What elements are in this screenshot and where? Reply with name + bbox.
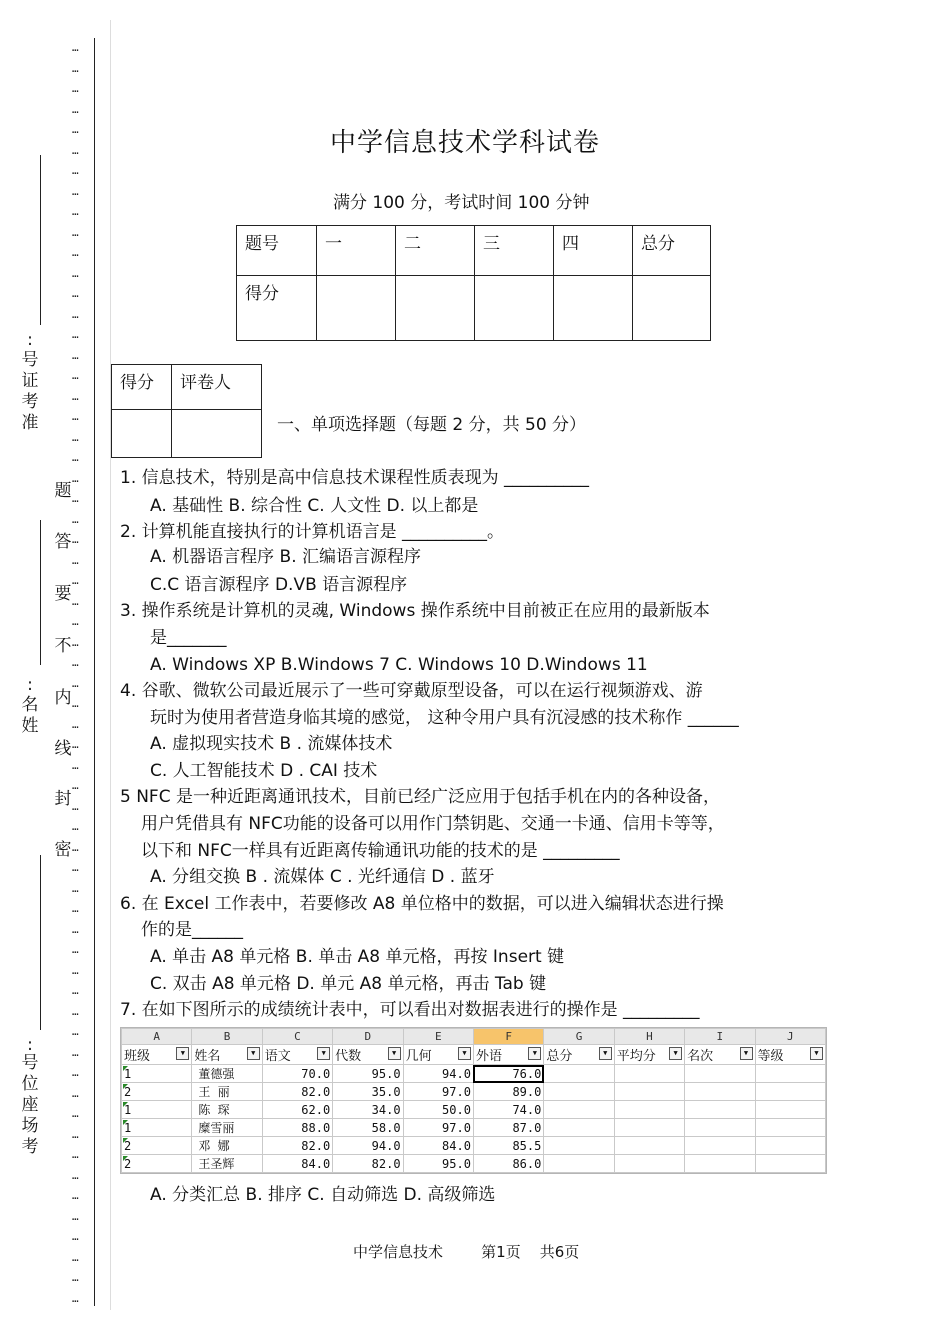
q6-stem-cont: 作的是______ bbox=[141, 920, 243, 940]
number-as-text-indicator-icon bbox=[123, 1066, 128, 1071]
excel-cell: 87.0 bbox=[473, 1119, 543, 1137]
excel-col-letter: J bbox=[755, 1029, 825, 1045]
seal-char-6: 封 bbox=[54, 789, 72, 809]
excel-cell bbox=[614, 1155, 684, 1173]
excel-cell: 王圣辉 bbox=[192, 1155, 262, 1173]
excel-field-label: 平均分 bbox=[616, 1049, 656, 1064]
excel-data-row bbox=[122, 1119, 826, 1137]
excel-field-header bbox=[122, 1045, 192, 1065]
score-cell-header-4: 四 bbox=[554, 226, 633, 276]
score-input-total bbox=[633, 276, 711, 341]
excel-cell: 95.0 bbox=[333, 1065, 403, 1083]
score-cell-header-1: 一 bbox=[317, 226, 396, 276]
excel-cell: 88.0 bbox=[262, 1119, 332, 1137]
q2-options-ab: A. 机器语言程序 B. 汇编语言源程序 bbox=[150, 547, 422, 567]
grader-name-cell bbox=[172, 410, 262, 458]
excel-cell bbox=[685, 1101, 755, 1119]
excel-cell: 62.0 bbox=[262, 1101, 332, 1119]
filter-dropdown-icon[interactable]: ▼ bbox=[810, 1047, 823, 1060]
margin-line-top bbox=[40, 155, 41, 325]
colon-name: : bbox=[27, 675, 33, 695]
excel-data-row bbox=[122, 1155, 826, 1173]
excel-cell bbox=[685, 1083, 755, 1101]
excel-cell: 50.0 bbox=[403, 1101, 473, 1119]
filter-dropdown-icon[interactable]: ▼ bbox=[176, 1047, 189, 1060]
excel-field-label: 等级 bbox=[757, 1049, 784, 1064]
q7-options: A. 分类汇总 B. 排序 C. 自动筛选 D. 高级筛选 bbox=[150, 1185, 496, 1205]
filter-dropdown-icon[interactable]: ▼ bbox=[740, 1047, 753, 1060]
excel-cell: 1 bbox=[122, 1065, 192, 1083]
page-title: 中学信息技术学科试卷 bbox=[329, 128, 600, 158]
excel-field-header bbox=[755, 1045, 825, 1065]
filter-dropdown-icon[interactable]: ▼ bbox=[599, 1047, 612, 1060]
seal-char-5: 线 bbox=[54, 739, 72, 759]
label-admission-0: 号 bbox=[21, 350, 39, 370]
q3-stem: 3. 操作系统是计算机的灵魂, Windows 操作系统中目前被正在应用的最新版本 bbox=[120, 601, 710, 621]
score-cell-header-2: 二 bbox=[396, 226, 475, 276]
excel-cell: 邓 娜 bbox=[192, 1137, 262, 1155]
excel-data-row bbox=[122, 1083, 826, 1101]
label-seat-2: 座 bbox=[21, 1095, 39, 1115]
excel-cell bbox=[755, 1065, 825, 1083]
q6-options-ab: A. 单击 A8 单元格 B. 单击 A8 单元格，再按 Insert 键 bbox=[150, 947, 565, 967]
score-input-2 bbox=[396, 276, 475, 341]
excel-col-letter: I bbox=[685, 1029, 755, 1045]
label-name-0: 名 bbox=[21, 695, 39, 715]
excel-col-letter: C bbox=[262, 1029, 332, 1045]
margin-dots-line bbox=[94, 38, 95, 1306]
q1-options: A. 基础性 B. 综合性 C. 人文性 D. 以上都是 bbox=[150, 496, 479, 516]
excel-data-row bbox=[122, 1101, 826, 1119]
grader-name-label: 评卷人 bbox=[172, 365, 262, 410]
excel-cell: 76.0 bbox=[473, 1065, 543, 1083]
excel-field-label: 名次 bbox=[687, 1049, 714, 1064]
excel-field-header bbox=[403, 1045, 473, 1065]
excel-cell: 86.0 bbox=[473, 1155, 543, 1173]
excel-field-header bbox=[614, 1045, 684, 1065]
excel-cell: 陈 琛 bbox=[192, 1101, 262, 1119]
excel-cell bbox=[614, 1137, 684, 1155]
q3-options: A. Windows XP B.Windows 7 C. Windows 10 D.Windows 11 bbox=[150, 655, 648, 675]
score-cell-header-5: 总分 bbox=[633, 226, 711, 276]
score-cell-header-0: 题号 bbox=[237, 226, 317, 276]
number-as-text-indicator-icon bbox=[123, 1156, 128, 1161]
number-as-text-indicator-icon bbox=[123, 1102, 128, 1107]
excel-cell: 1 bbox=[122, 1119, 192, 1137]
page-edge-line bbox=[110, 20, 111, 1310]
excel-cell bbox=[755, 1155, 825, 1173]
excel-cell bbox=[614, 1083, 684, 1101]
label-admission-1: 证 bbox=[21, 371, 39, 391]
excel-field-label: 代数 bbox=[335, 1049, 362, 1064]
excel-field-label: 姓名 bbox=[194, 1049, 221, 1064]
score-cell-header-3: 三 bbox=[475, 226, 554, 276]
q6-options-cd: C. 双击 A8 单元格 D. 单元 A8 单元格，再击 Tab 键 bbox=[150, 974, 547, 994]
q2-stem: 2. 计算机能直接执行的计算机语言是 __________。 bbox=[120, 522, 505, 542]
margin-line-bottom bbox=[40, 855, 41, 1030]
page-footer: 中学信息技术 第1页 共6页 bbox=[353, 1243, 580, 1261]
exam-info: 满分 100 分，考试时间 100 分钟 bbox=[333, 193, 590, 213]
score-input-4 bbox=[554, 276, 633, 341]
excel-cell bbox=[614, 1065, 684, 1083]
score-input-3 bbox=[475, 276, 554, 341]
q4-options-ab: A. 虚拟现实技术 B . 流媒体技术 bbox=[150, 734, 393, 754]
excel-cell: 94.0 bbox=[403, 1065, 473, 1083]
seal-char-7: 密 bbox=[54, 840, 72, 860]
score-input-1 bbox=[317, 276, 396, 341]
excel-cell bbox=[685, 1137, 755, 1155]
excel-cell: 2 bbox=[122, 1083, 192, 1101]
excel-col-letter: D bbox=[333, 1029, 403, 1045]
grader-table bbox=[111, 364, 262, 458]
margin-line-mid bbox=[40, 520, 41, 665]
excel-cell bbox=[544, 1155, 614, 1173]
excel-cell bbox=[755, 1083, 825, 1101]
excel-cell: 58.0 bbox=[333, 1119, 403, 1137]
colon-seat: : bbox=[27, 1035, 33, 1055]
excel-field-label: 几何 bbox=[405, 1049, 432, 1064]
filter-dropdown-icon[interactable]: ▼ bbox=[247, 1047, 260, 1060]
excel-cell bbox=[614, 1119, 684, 1137]
excel-col-letter: B bbox=[192, 1029, 262, 1045]
excel-grade-table bbox=[120, 1027, 827, 1174]
excel-cell: 74.0 bbox=[473, 1101, 543, 1119]
filter-dropdown-icon[interactable]: ▼ bbox=[388, 1047, 401, 1060]
filter-dropdown-icon[interactable]: ▼ bbox=[528, 1047, 541, 1060]
excel-field-label: 外语 bbox=[475, 1049, 502, 1064]
excel-cell: 82.0 bbox=[262, 1083, 332, 1101]
excel-cell bbox=[544, 1083, 614, 1101]
excel-cell: 2 bbox=[122, 1155, 192, 1173]
label-seat-3: 场 bbox=[21, 1116, 39, 1136]
q6-stem: 6. 在 Excel 工作表中，若要修改 A8 单位格中的数据，可以进入编辑状态进行操 bbox=[120, 894, 724, 914]
excel-cell: 89.0 bbox=[473, 1083, 543, 1101]
q2-options-cd: C.C 语言源程序 D.VB 语言源程序 bbox=[150, 575, 408, 595]
seal-char-4: 内 bbox=[54, 688, 72, 708]
excel-cell: 95.0 bbox=[403, 1155, 473, 1173]
seal-dotted-line: … … … … … … … … … … … … … … … … … … … … … … … … … … … … … … … … … … … … … … … … … … … … … … … … … … … … … … … … … … … … … … bbox=[72, 41, 80, 1305]
score-table bbox=[236, 225, 711, 341]
excel-field-header bbox=[262, 1045, 332, 1065]
excel-col-letter: G bbox=[544, 1029, 614, 1045]
label-seat-4: 考 bbox=[21, 1137, 39, 1157]
excel-cell: 70.0 bbox=[262, 1065, 332, 1083]
q1-stem: 1. 信息技术，特别是高中信息技术课程性质表现为 __________ bbox=[120, 468, 590, 488]
excel-field-header bbox=[333, 1045, 403, 1065]
colon-admission: : bbox=[27, 330, 33, 350]
excel-cell: 王 丽 bbox=[192, 1083, 262, 1101]
label-seat-0: 号 bbox=[21, 1053, 39, 1073]
q4-stem-cont: 玩时为使用者营造身临其境的感觉， 这种令用户具有沉浸感的技术称作 ______ bbox=[150, 708, 739, 728]
label-admission-2: 考 bbox=[21, 392, 39, 412]
excel-cell bbox=[614, 1101, 684, 1119]
excel-cell bbox=[755, 1137, 825, 1155]
excel-field-header bbox=[192, 1045, 262, 1065]
excel-cell bbox=[685, 1155, 755, 1173]
number-as-text-indicator-icon bbox=[123, 1138, 128, 1143]
excel-col-letter: H bbox=[614, 1029, 684, 1045]
filter-dropdown-icon[interactable]: ▼ bbox=[317, 1047, 330, 1060]
q4-stem: 4. 谷歌、微软公司最近展示了一些可穿戴原型设备，可以在运行视频游戏、游 bbox=[120, 681, 703, 701]
score-row-label: 得分 bbox=[237, 276, 317, 341]
seal-char-0: 题 bbox=[54, 481, 72, 501]
section-title: 一、单项选择题（每题 2 分，共 50 分） bbox=[277, 415, 587, 435]
q5-stem-cont1: 用户凭借具有 NFC功能的设备可以用作门禁钥匙、交通一卡通、信用卡等等， bbox=[141, 814, 725, 834]
excel-cell: 82.0 bbox=[262, 1137, 332, 1155]
label-name-1: 姓 bbox=[21, 716, 39, 736]
excel-cell bbox=[544, 1065, 614, 1083]
excel-data-row bbox=[122, 1137, 826, 1155]
excel-cell: 84.0 bbox=[403, 1137, 473, 1155]
excel-cell: 1 bbox=[122, 1101, 192, 1119]
excel-cell bbox=[544, 1137, 614, 1155]
excel-field-header bbox=[473, 1045, 543, 1065]
q3-stem-cont: 是_______ bbox=[150, 628, 227, 648]
q4-options-cd: C. 人工智能技术 D . CAI 技术 bbox=[150, 761, 378, 781]
excel-col-letter: F bbox=[473, 1029, 543, 1045]
excel-cell: 董德强 bbox=[192, 1065, 262, 1083]
excel-field-header bbox=[544, 1045, 614, 1065]
excel-field-label: 总分 bbox=[546, 1049, 573, 1064]
excel-cell bbox=[544, 1101, 614, 1119]
excel-cell bbox=[685, 1065, 755, 1083]
grader-score-cell bbox=[112, 410, 172, 458]
excel-cell: 35.0 bbox=[333, 1083, 403, 1101]
excel-cell bbox=[544, 1119, 614, 1137]
excel-field-label: 班级 bbox=[124, 1049, 151, 1064]
q7-stem: 7. 在如下图所示的成绩统计表中，可以看出对数据表进行的操作是 _________ bbox=[120, 1000, 700, 1020]
excel-cell: 34.0 bbox=[333, 1101, 403, 1119]
q5-stem-cont2: 以下和 NFC一样具有近距离传输通讯功能的技术的是 _________ bbox=[141, 841, 620, 861]
excel-cell bbox=[755, 1119, 825, 1137]
excel-cell: 97.0 bbox=[403, 1083, 473, 1101]
seal-char-1: 答 bbox=[54, 532, 72, 552]
excel-cell: 82.0 bbox=[333, 1155, 403, 1173]
excel-cell: 94.0 bbox=[333, 1137, 403, 1155]
grader-score-label: 得分 bbox=[112, 365, 172, 410]
excel-data-row bbox=[122, 1065, 826, 1083]
label-admission-3: 准 bbox=[21, 413, 39, 433]
excel-cell bbox=[685, 1119, 755, 1137]
excel-cell: 糜雪丽 bbox=[192, 1119, 262, 1137]
excel-cell: 2 bbox=[122, 1137, 192, 1155]
number-as-text-indicator-icon bbox=[123, 1084, 128, 1089]
excel-col-letter: A bbox=[122, 1029, 192, 1045]
excel-cell: 84.0 bbox=[262, 1155, 332, 1173]
filter-dropdown-icon[interactable]: ▼ bbox=[669, 1047, 682, 1060]
filter-dropdown-icon[interactable]: ▼ bbox=[458, 1047, 471, 1060]
q5-stem: 5 NFC 是一种近距离通讯技术，目前已经广泛应用于包括手机在内的各种设备， bbox=[120, 787, 720, 807]
seal-char-3: 不 bbox=[54, 636, 72, 656]
excel-col-letter: E bbox=[403, 1029, 473, 1045]
excel-cell: 85.5 bbox=[473, 1137, 543, 1155]
excel-cell bbox=[755, 1101, 825, 1119]
seal-char-2: 要 bbox=[54, 584, 72, 604]
number-as-text-indicator-icon bbox=[123, 1120, 128, 1125]
excel-cell: 97.0 bbox=[403, 1119, 473, 1137]
excel-field-label: 语文 bbox=[264, 1049, 291, 1064]
label-seat-1: 位 bbox=[21, 1074, 39, 1094]
q5-options: A. 分组交换 B . 流媒体 C . 光纤通信 D . 蓝牙 bbox=[150, 867, 495, 887]
excel-field-header bbox=[685, 1045, 755, 1065]
